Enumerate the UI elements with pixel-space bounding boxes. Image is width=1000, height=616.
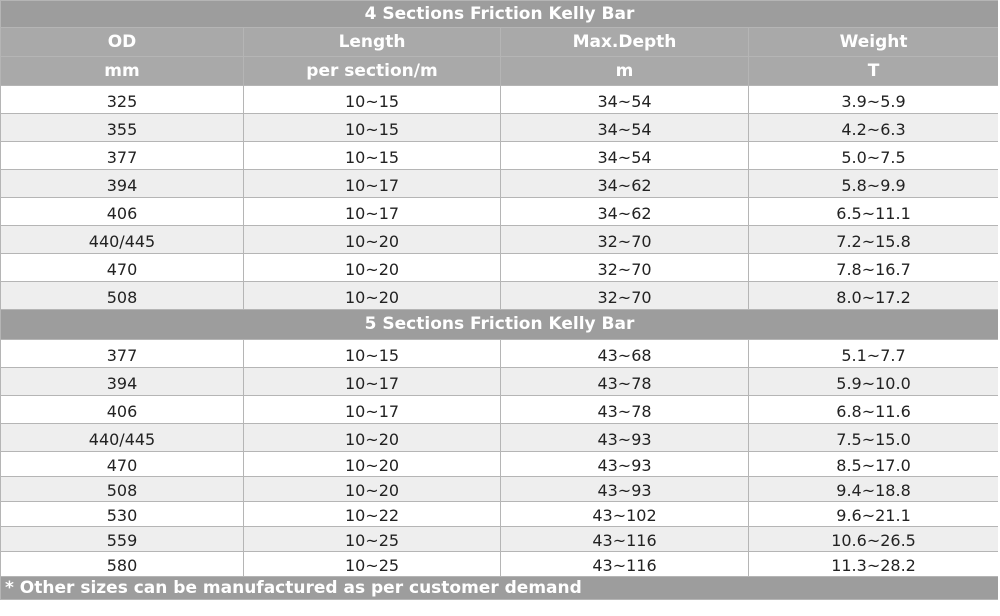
cell-max-depth: 32~70 — [501, 282, 749, 310]
table-row — [1, 226, 999, 254]
table-row — [1, 527, 999, 552]
table-row — [1, 86, 999, 114]
table-row — [1, 340, 999, 368]
table-row — [1, 142, 999, 170]
cell-weight: 5.1~7.7 — [749, 340, 999, 368]
table-row — [1, 502, 999, 527]
cell-weight: 3.9~5.9 — [749, 86, 999, 114]
cell-weight: 5.0~7.5 — [749, 142, 999, 170]
cell-max-depth: 34~54 — [501, 86, 749, 114]
cell-od: 440/445 — [1, 424, 244, 452]
cell-length: 10~20 — [244, 282, 501, 310]
cell-max-depth: 43~78 — [501, 396, 749, 424]
cell-length: 10~17 — [244, 198, 501, 226]
cell-max-depth: 43~93 — [501, 477, 749, 502]
cell-od: 394 — [1, 368, 244, 396]
cell-length: 10~15 — [244, 142, 501, 170]
cell-length: 10~20 — [244, 452, 501, 477]
cell-weight: 8.0~17.2 — [749, 282, 999, 310]
table-row — [1, 114, 999, 142]
unit-od: mm — [1, 57, 244, 86]
cell-max-depth: 43~116 — [501, 527, 749, 552]
cell-weight: 9.6~21.1 — [749, 502, 999, 527]
cell-od: 580 — [1, 552, 244, 577]
table-row — [1, 170, 999, 198]
cell-od: 508 — [1, 477, 244, 502]
cell-od: 470 — [1, 452, 244, 477]
cell-max-depth: 32~70 — [501, 226, 749, 254]
cell-length: 10~15 — [244, 114, 501, 142]
cell-length: 10~17 — [244, 396, 501, 424]
cell-od: 530 — [1, 502, 244, 527]
cell-weight: 4.2~6.3 — [749, 114, 999, 142]
cell-od: 440/445 — [1, 226, 244, 254]
cell-weight: 7.8~16.7 — [749, 254, 999, 282]
cell-od: 377 — [1, 340, 244, 368]
cell-max-depth: 34~62 — [501, 198, 749, 226]
cell-max-depth: 43~102 — [501, 502, 749, 527]
header-weight: Weight — [749, 28, 999, 57]
cell-length: 10~25 — [244, 552, 501, 577]
unit-max-depth: m — [501, 57, 749, 86]
header-max-depth: Max.Depth — [501, 28, 749, 57]
cell-length: 10~17 — [244, 170, 501, 198]
cell-weight: 5.9~10.0 — [749, 368, 999, 396]
cell-od: 355 — [1, 114, 244, 142]
cell-length: 10~20 — [244, 254, 501, 282]
cell-od: 406 — [1, 396, 244, 424]
cell-weight: 5.8~9.9 — [749, 170, 999, 198]
cell-weight: 9.4~18.8 — [749, 477, 999, 502]
table-row — [1, 396, 999, 424]
units-row — [1, 57, 999, 86]
table-row — [1, 368, 999, 396]
unit-length: per section/m — [244, 57, 501, 86]
cell-od: 325 — [1, 86, 244, 114]
cell-max-depth: 43~68 — [501, 340, 749, 368]
cell-max-depth: 43~93 — [501, 424, 749, 452]
cell-max-depth: 43~116 — [501, 552, 749, 577]
cell-weight: 7.5~15.0 — [749, 424, 999, 452]
header-row — [1, 28, 999, 57]
section1-title: 4 Sections Friction Kelly Bar — [1, 1, 999, 28]
cell-weight: 6.5~11.1 — [749, 198, 999, 226]
cell-od: 377 — [1, 142, 244, 170]
cell-max-depth: 43~93 — [501, 452, 749, 477]
cell-max-depth: 43~78 — [501, 368, 749, 396]
cell-weight: 7.2~15.8 — [749, 226, 999, 254]
cell-od: 559 — [1, 527, 244, 552]
header-length: Length — [244, 28, 501, 57]
cell-length: 10~20 — [244, 424, 501, 452]
cell-od: 394 — [1, 170, 244, 198]
cell-od: 406 — [1, 198, 244, 226]
cell-length: 10~17 — [244, 368, 501, 396]
cell-od: 508 — [1, 282, 244, 310]
cell-length: 10~15 — [244, 340, 501, 368]
cell-weight: 11.3~28.2 — [749, 552, 999, 577]
cell-length: 10~20 — [244, 477, 501, 502]
footnote: * Other sizes can be manufactured as per customer demand — [1, 577, 999, 600]
table-row — [1, 282, 999, 310]
table-row — [1, 198, 999, 226]
cell-max-depth: 34~62 — [501, 170, 749, 198]
cell-length: 10~22 — [244, 502, 501, 527]
cell-od: 470 — [1, 254, 244, 282]
cell-weight: 6.8~11.6 — [749, 396, 999, 424]
section2-title-row — [1, 310, 999, 340]
cell-max-depth: 34~54 — [501, 114, 749, 142]
section1-title-row — [1, 1, 999, 28]
cell-max-depth: 32~70 — [501, 254, 749, 282]
table-row — [1, 452, 999, 477]
cell-length: 10~15 — [244, 86, 501, 114]
table-row — [1, 552, 999, 577]
cell-max-depth: 34~54 — [501, 142, 749, 170]
section2-title: 5 Sections Friction Kelly Bar — [1, 310, 999, 340]
table-row — [1, 254, 999, 282]
cell-weight: 8.5~17.0 — [749, 452, 999, 477]
cell-weight: 10.6~26.5 — [749, 527, 999, 552]
table-row — [1, 477, 999, 502]
footnote-row — [1, 577, 999, 600]
cell-length: 10~20 — [244, 226, 501, 254]
table-row — [1, 424, 999, 452]
cell-length: 10~25 — [244, 527, 501, 552]
unit-weight: T — [749, 57, 999, 86]
header-od: OD — [1, 28, 244, 57]
